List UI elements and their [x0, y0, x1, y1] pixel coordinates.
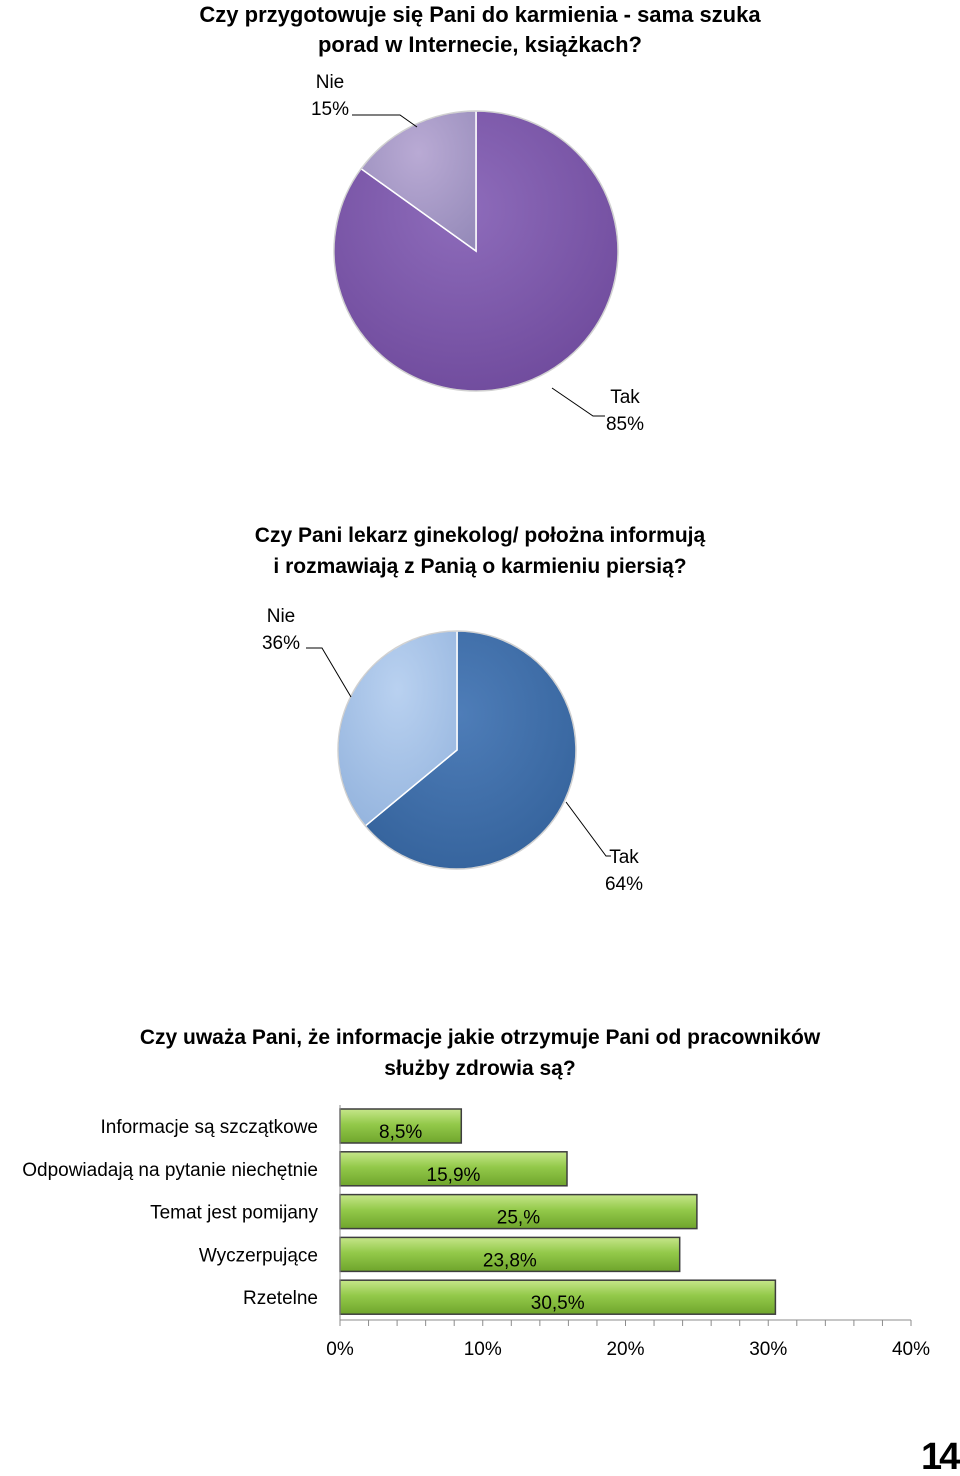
category-label-3: Temat jest pomijany — [150, 1202, 318, 1224]
category-label-2: Odpowiadają na pytanie niechętnie — [22, 1159, 318, 1181]
chart-1-title-line-2: porad w Internecie, książkach? — [317, 32, 642, 57]
chart-1-title-line-1: Czy przygotowuje się Pani do karmienia - sama szuka — [199, 2, 761, 27]
data-label-4: 23,8% — [482, 1250, 537, 1272]
pie-1-leader-0 — [552, 388, 605, 416]
category-label-4: Wyczerpujące — [198, 1245, 318, 1267]
x-tick-label-2: 20% — [606, 1339, 645, 1360]
x-tick-label-0: 0% — [326, 1339, 354, 1360]
pie-1-data-label-nie: Nie 15% — [310, 72, 350, 120]
chart-2-title-line-2: i rozmawiają z Panią o karmieniu piersią? — [273, 555, 687, 578]
pie-2-leader-1 — [306, 648, 351, 697]
pie-2-data-label-nie: Nie 36% — [261, 606, 301, 654]
x-tick-label-1: 10% — [463, 1339, 502, 1360]
chart-3-title-line-1: Czy uważa Pani, że informacje jakie otrzymuje Pani od pracowników — [139, 1026, 821, 1049]
pie-2-data-label-tak: Tak 64% — [604, 847, 644, 895]
data-label-5: 30,5% — [530, 1293, 585, 1315]
category-label-5: Rzetelne — [243, 1288, 318, 1310]
data-label-3: 25,% — [496, 1207, 541, 1229]
pie-chart-1 — [311, 72, 644, 435]
pie-chart-2 — [262, 606, 643, 895]
category-label-1: Informacje są szczątkowe — [100, 1117, 318, 1138]
data-label-1: 8,5% — [379, 1122, 423, 1143]
data-label-2: 15,9% — [426, 1164, 481, 1186]
x-tick-label-4: 40% — [891, 1339, 931, 1360]
x-tick-label-3: 30% — [749, 1339, 788, 1360]
pie-1-data-label-tak: Tak 85% — [605, 387, 645, 435]
bar-chart-3 — [22, 1105, 930, 1360]
pie-2-leader-0 — [566, 802, 611, 856]
pie-1-leader-1 — [352, 115, 417, 127]
chart-3-title-line-2: służby zdrowia są? — [384, 1057, 576, 1080]
chart-2-title-line-1: Czy Pani lekarz ginekolog/ położna informują — [254, 524, 706, 547]
page-number: 14 — [921, 1438, 958, 1476]
